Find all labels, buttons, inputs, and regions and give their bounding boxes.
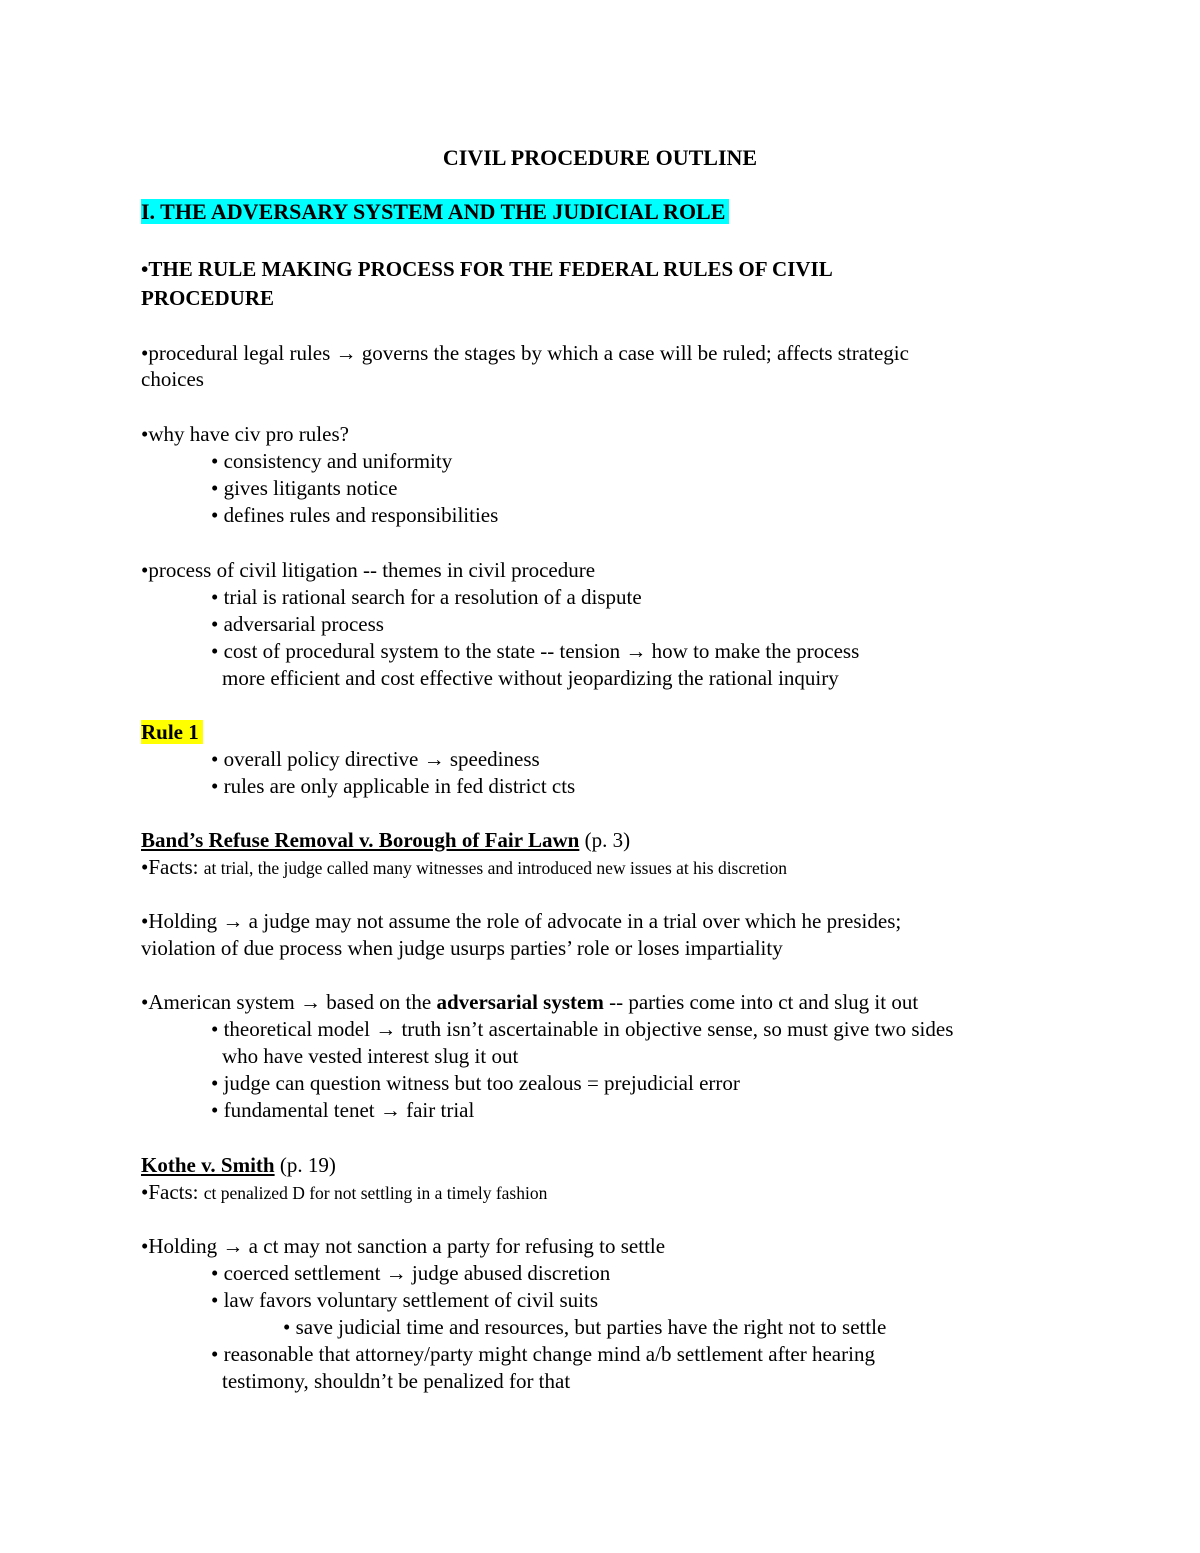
why-item: • defines rules and responsibilities: [211, 503, 499, 527]
case1-facts-text: at trial, the judge called many witnesses and introduced new issues at his discretion: [203, 858, 787, 878]
american-item: • theoretical model → truth isn’t ascertainable in objective sense, so must give two sides: [211, 1017, 954, 1041]
case1-facts: [141, 854, 787, 882]
case1-holding-line1: •Holding → a judge may not assume the role of advocate in a trial over which he presides;: [141, 909, 902, 933]
process-item-continuation: more efficient and cost effective without jeopardizing the rational inquiry: [222, 666, 839, 690]
case2-facts-label: •Facts:: [141, 1180, 204, 1204]
case1-heading: [141, 827, 630, 854]
case2-heading: [141, 1152, 336, 1179]
american-system-bold: adversarial system: [436, 990, 604, 1014]
case2-item: • coerced settlement → judge abused discretion: [211, 1261, 611, 1285]
process-item: • cost of procedural system to the state -- tension → how to make the process: [211, 639, 860, 663]
case1-holding-line2: violation of due process when judge usurps parties’ role or loses impartiality: [141, 936, 783, 960]
case1-name: Band’s Refuse Removal v. Borough of Fair Lawn: [141, 828, 580, 852]
case1-page: (p. 3): [579, 828, 631, 852]
process-heading: •process of civil litigation -- themes in civil procedure: [141, 558, 596, 582]
american-item-continuation: who have vested interest slug it out: [222, 1044, 519, 1068]
case2-facts-text: ct penalized D for not settling in a timely fashion: [203, 1183, 548, 1203]
case2-subitem: • save judicial time and resources, but parties have the right not to settle: [283, 1315, 887, 1339]
rulemaking-heading-line2: PROCEDURE: [141, 286, 275, 310]
american-system-post: -- parties come into ct and slug it out: [603, 990, 919, 1014]
case1-facts-label: •Facts:: [141, 855, 204, 879]
process-item: • trial is rational search for a resolution of a dispute: [211, 585, 642, 609]
case2-name: Kothe v. Smith: [141, 1153, 275, 1177]
rule1-label: [141, 719, 203, 746]
why-item: • consistency and uniformity: [211, 449, 453, 473]
case2-page: (p. 19): [274, 1153, 336, 1177]
rule1-item: • overall policy directive → speediness: [211, 747, 540, 771]
section-heading-text: I. THE ADVERSARY SYSTEM AND THE JUDICIAL ROLE: [141, 199, 729, 224]
case2-item-continuation: testimony, shouldn’t be penalized for that: [222, 1369, 571, 1393]
case2-item: • reasonable that attorney/party might change mind a/b settlement after hearing: [211, 1342, 875, 1366]
why-heading: •why have civ pro rules?: [141, 422, 349, 446]
process-item: • adversarial process: [211, 612, 384, 636]
case2-facts: [141, 1179, 547, 1207]
document-title: CIVIL PROCEDURE OUTLINE: [442, 145, 758, 170]
american-item: • fundamental tenet → fair trial: [211, 1098, 475, 1122]
rule1-item: • rules are only applicable in fed district cts: [211, 774, 576, 798]
case2-holding: •Holding → a ct may not sanction a party for refusing to settle: [141, 1234, 666, 1258]
procedural-rules-line1: •procedural legal rules → governs the stages by which a case will be ruled; affects strategic: [141, 341, 909, 365]
american-item: • judge can question witness but too zealous = prejudicial error: [211, 1071, 740, 1095]
section-heading: [141, 198, 729, 226]
procedural-rules-line2: choices: [141, 367, 204, 391]
rulemaking-heading-line1: •THE RULE MAKING PROCESS FOR THE FEDERAL RULES OF CIVIL: [141, 257, 833, 281]
case2-item: • law favors voluntary settlement of civil suits: [211, 1288, 599, 1312]
american-system-pre: •American system → based on the: [141, 990, 437, 1014]
american-system-line: [141, 989, 918, 1016]
why-item: • gives litigants notice: [211, 476, 398, 500]
rule1-label-text: Rule 1: [141, 720, 203, 744]
